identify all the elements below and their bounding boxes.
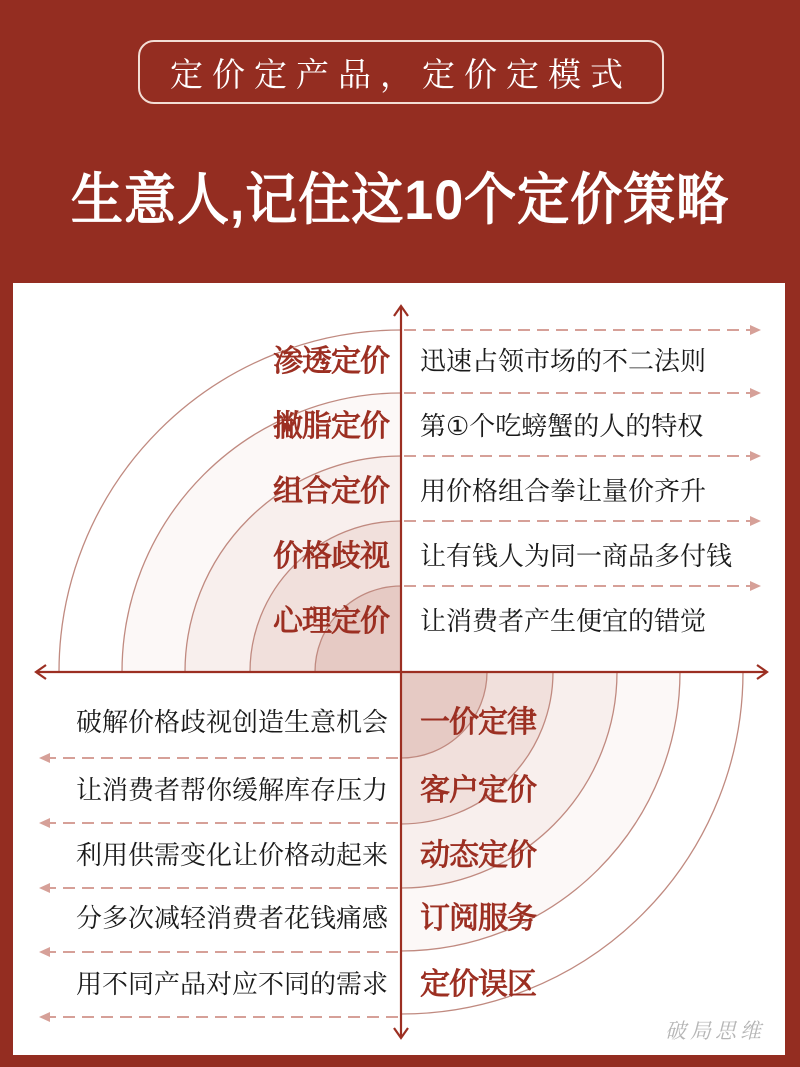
strategy-description: 利用供需变化让价格动起来 [75, 841, 388, 871]
strategy-name: 撇脂定价 [273, 409, 389, 444]
strategy-name: 动态定价 [420, 838, 536, 873]
strategy-name: 组合定价 [273, 474, 389, 509]
strategy-description: 分多次减轻消费者花钱痛感 [75, 904, 388, 934]
watermark: 破局思维 [665, 1019, 765, 1043]
strategy-name: 价格歧视 [273, 539, 389, 574]
strategy-name: 定价误区 [420, 967, 536, 1002]
strategy-description: 用价格组合拳让量价齐升 [420, 477, 707, 507]
strategy-description: 破解价格歧视创造生意机会 [75, 708, 388, 738]
strategy-name: 渗透定价 [273, 344, 389, 379]
page-title: 生意人,记住这10个定价策略 [70, 168, 730, 231]
strategy-name: 客户定价 [420, 773, 536, 808]
strategy-name: 订阅服务 [420, 901, 536, 936]
strategy-name: 心理定价 [273, 604, 389, 639]
strategy-description: 用不同产品对应不同的需求 [75, 970, 388, 1000]
subtitle-pill: 定价定产品，定价定模式 [138, 40, 664, 104]
strategy-description: 第①个吃螃蟹的人的特权 [420, 412, 704, 442]
strategy-description: 让消费者帮你缓解库存压力 [75, 776, 388, 806]
strategy-description: 迅速占领市场的不二法则 [420, 347, 707, 377]
strategy-name: 一价定律 [420, 705, 536, 740]
strategy-description: 让消费者产生便宜的错觉 [420, 607, 707, 637]
strategy-description: 让有钱人为同一商品多付钱 [420, 542, 733, 572]
